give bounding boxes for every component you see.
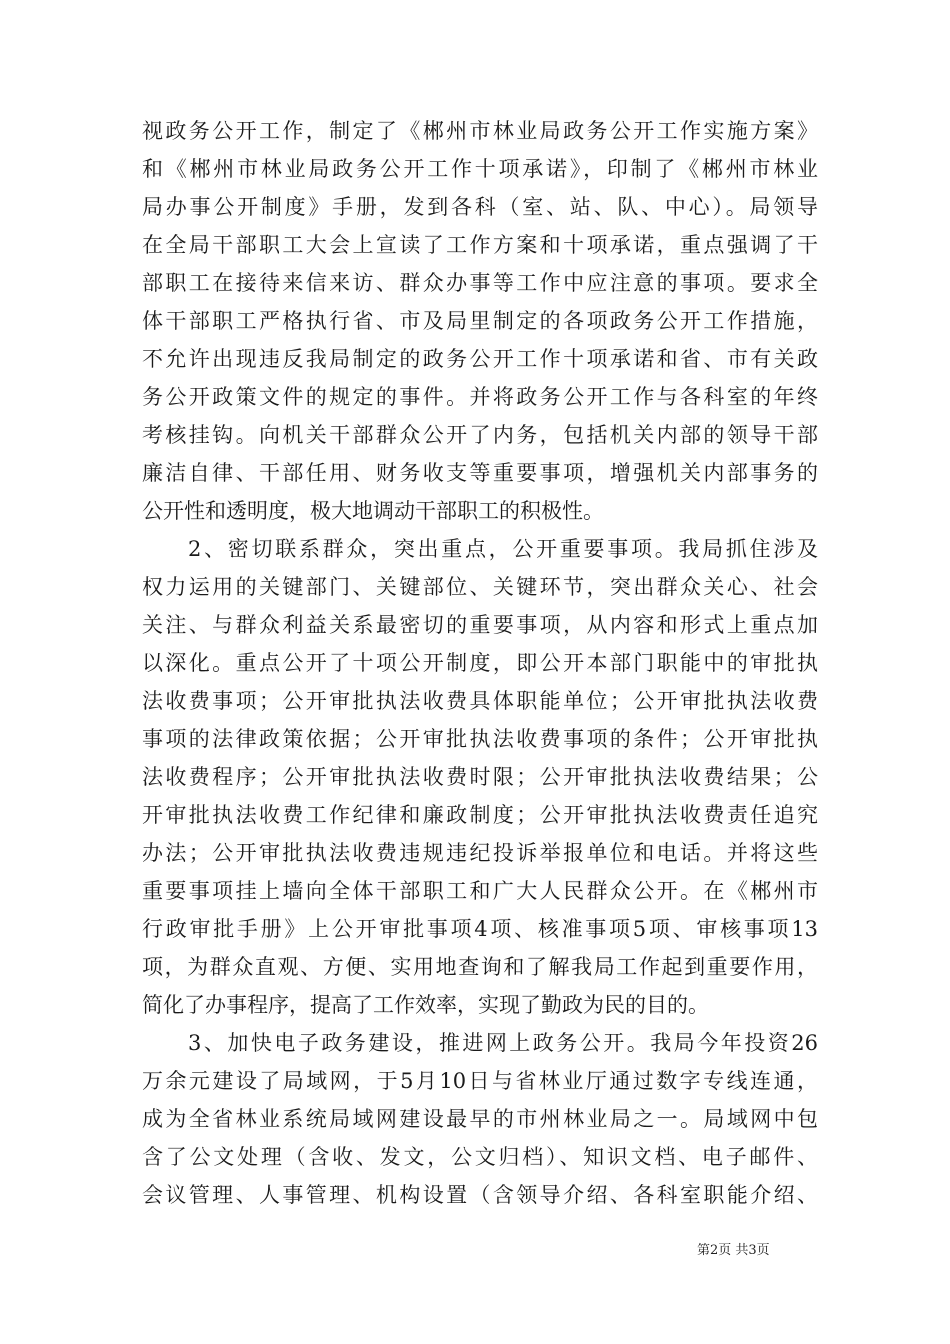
text-line: 万余元建设了局域网，于5月10日与省林业厅通过数字专线连通， (142, 1069, 818, 1093)
text-line: 项，为群众直观、方便、实用地查询和了解我局工作起到重要作用， (142, 955, 818, 979)
text-line: 会议管理、人事管理、机构设置（含领导介绍、各科室职能介绍、 (142, 1183, 818, 1207)
text-line: 廉洁自律、干部任用、财务收支等重要事项，增强机关内部事务的 (142, 461, 818, 485)
text-line: 公开性和透明度，极大地调动干部职工的积极性。 (142, 499, 604, 523)
page-number-footer: 第2页 共3页 (697, 1243, 770, 1258)
text-line: 重要事项挂上墙向全体干部职工和广大人民群众公开。在《郴州市 (142, 879, 818, 903)
text-line: 简化了办事程序，提高了工作效率，实现了勤政为民的目的。 (142, 993, 709, 1017)
text-line: 务公开政策文件的规定的事件。并将政务公开工作与各科室的年终 (142, 385, 818, 409)
paragraph-start-line: 2、密切联系群众，突出重点，公开重要事项。我局抓住涉及 (188, 537, 818, 561)
text-line: 和《郴州市林业局政务公开工作十项承诺》，印制了《郴州市林业 (142, 157, 818, 181)
text-line: 以深化。重点公开了十项公开制度，即公开本部门职能中的审批执 (142, 651, 818, 675)
text-line: 法收费事项；公开审批执法收费具体职能单位；公开审批执法收费 (142, 689, 818, 713)
text-line: 体干部职工严格执行省、市及局里制定的各项政务公开工作措施， (142, 309, 818, 333)
text-line: 法收费程序；公开审批执法收费时限；公开审批执法收费结果；公 (142, 765, 818, 789)
text-line: 事项的法律政策依据；公开审批执法收费事项的条件；公开审批执 (142, 727, 818, 751)
text-line: 部职工在接待来信来访、群众办事等工作中应注意的事项。要求全 (142, 271, 818, 295)
text-line: 权力运用的关键部门、关键部位、关键环节，突出群众关心、社会 (142, 575, 818, 599)
text-line: 行政审批手册》上公开审批事项4项、核准事项5项、审核事项13 (142, 917, 818, 941)
text-line: 关注、与群众利益关系最密切的重要事项，从内容和形式上重点加 (142, 613, 818, 637)
text-line: 局办事公开制度》手册，发到各科（室、站、队、中心）。局领导 (142, 195, 818, 219)
paragraph-start-line: 3、加快电子政务建设，推进网上政务公开。我局今年投资26 (188, 1031, 818, 1055)
document-body (142, 112, 818, 1214)
text-line: 含了公文处理（含收、发文，公文归档）、知识文档、电子邮件、 (142, 1145, 818, 1169)
text-line: 不允许出现违反我局制定的政务公开工作十项承诺和省、市有关政 (142, 347, 818, 371)
text-line: 视政务公开工作，制定了《郴州市林业局政务公开工作实施方案》 (142, 119, 818, 143)
text-line: 开审批执法收费工作纪律和廉政制度；公开审批执法收费责任追究 (142, 803, 818, 827)
text-line: 成为全省林业系统局域网建设最早的市州林业局之一。局域网中包 (142, 1107, 818, 1131)
text-line: 办法；公开审批执法收费违规违纪投诉举报单位和电话。并将这些 (142, 841, 818, 865)
text-line: 考核挂钩。向机关干部群众公开了内务，包括机关内部的领导干部 (142, 423, 818, 447)
text-line: 在全局干部职工大会上宣读了工作方案和十项承诺，重点强调了干 (142, 233, 818, 257)
